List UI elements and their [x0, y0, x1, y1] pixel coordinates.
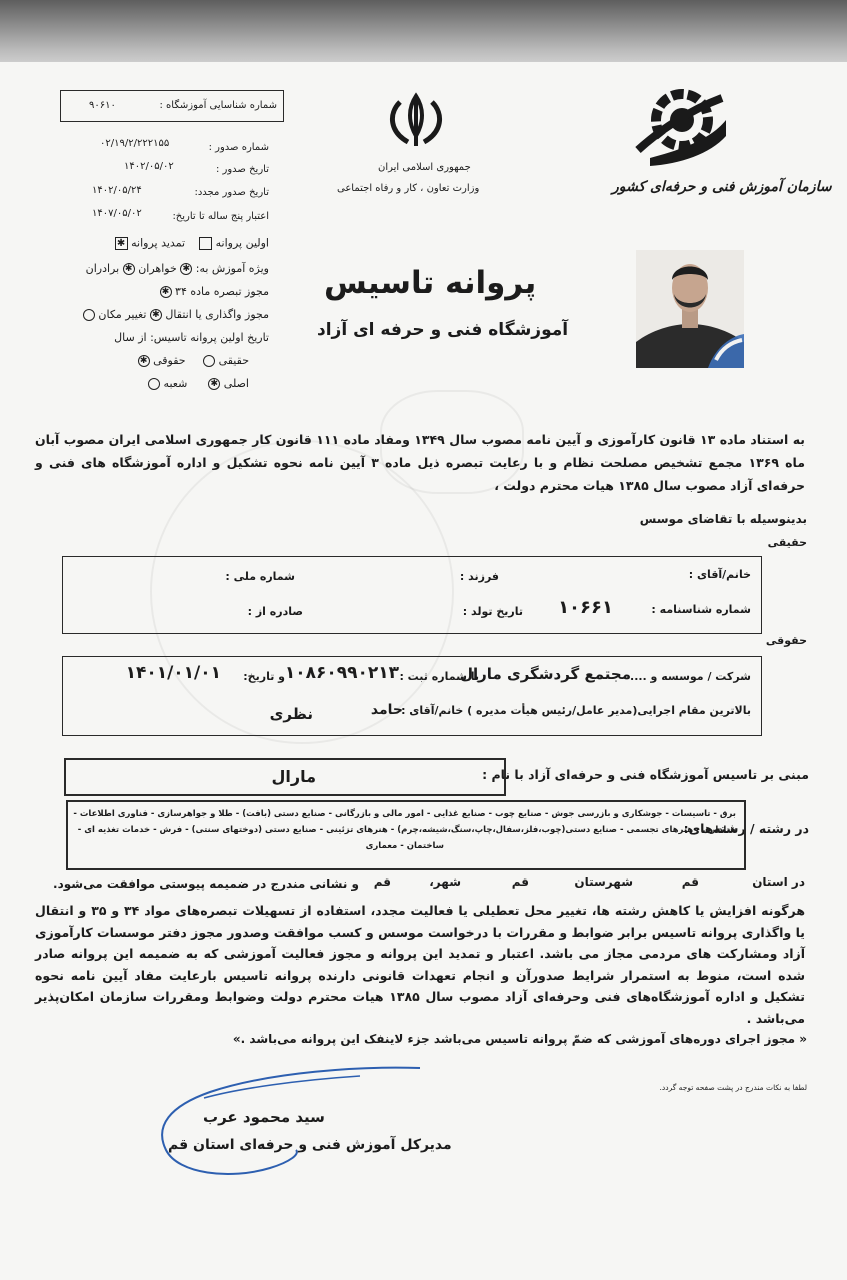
first-date-label: تاریخ اولین پروانه تاسیس: از سال — [114, 331, 269, 344]
issue-date-value: ۱۴۰۲/۰۵/۰۲ — [124, 161, 174, 172]
sisters-radio: ✱ — [180, 263, 192, 275]
real-heading: حقیقی — [767, 536, 807, 549]
issued-from-label: صادره از : — [247, 605, 303, 618]
birth-cert-label: شماره شناسنامه : — [651, 603, 751, 616]
request-line: بدینوسیله با تقاضای موسس — [639, 512, 807, 526]
brothers-radio: ✱ — [123, 263, 135, 275]
county-value: قم — [511, 875, 529, 889]
article34-row — [160, 286, 269, 298]
institute-label: مبنی بر تاسیس آموزشگاه فنی و حرفه‌ای آزاد با نام : — [482, 767, 809, 782]
issue-no-value: ۰۲/۱۹/۲/۲۲۲۱۵۵ — [100, 138, 170, 149]
fields-line-3: ساختمان - معماری — [365, 841, 444, 851]
reg-date-label: و تاریخ: — [243, 670, 285, 683]
reg-label: با شماره ثبت : — [399, 670, 479, 683]
renewal-checkbox: ✱ — [115, 237, 128, 250]
child-of-label: فرزند : — [459, 570, 499, 583]
school-id-box — [60, 90, 284, 122]
signer-name: سید محمود عرب — [203, 1108, 325, 1126]
company-label: شرکت / موسسه و .... — [630, 670, 751, 683]
sisters-label: خواهران — [138, 262, 177, 275]
institute-name: مارال — [271, 767, 316, 786]
entity-type-row — [138, 355, 249, 367]
national-id-label: شماره ملی : — [225, 570, 295, 583]
republic-label: جمهوری اسلامی ایران — [378, 162, 471, 173]
county-label: شهرستان — [574, 875, 633, 889]
company-value: مجتمع گردشگری مارال — [460, 665, 631, 683]
main-radio: ✱ — [208, 378, 220, 390]
gender-row — [86, 263, 269, 275]
legal-person-box — [62, 656, 762, 736]
exec-label: بالاترین مقام اجرایی(مدیر عامل/رئیس هیأت مدیره ) خانم/آقای : — [401, 704, 751, 717]
reissue-date-value: ۱۴۰۲/۰۵/۲۴ — [92, 185, 142, 196]
reissue-date-label: تاریخ صدور مجدد: — [194, 187, 269, 198]
birth-cert-value: ۱۰۶۶۱ — [558, 597, 613, 618]
validity-label: اعتبار پنج ساله تا تاریخ: — [172, 211, 269, 222]
province-label: در استان — [752, 875, 805, 889]
first-license-checkbox — [199, 237, 212, 250]
renewal-label: تمدید پروانه — [131, 236, 186, 250]
relocate-label: تغییر مکان — [98, 308, 147, 321]
institute-name-box — [64, 758, 506, 796]
branch-radio — [148, 378, 160, 390]
reg-value: ۱۰۸۶۰۹۹۰۲۱۳ — [284, 663, 399, 683]
preamble-paragraph: به استناد ماده ۱۳ قانون کارآموزی و آیین نامه مصوب سال ۱۳۴۹ ومفاد ماده ۱۱۱ قانون کار جمهوری اسلامی ایران مصوب آبان ماه ۱۳۶۹ مجمع تشخیص مصلحت نظام و با رعایت تبصره ذیل ماده ۳ آیین نامه نحوه تشکیل و اداره آموزشگاه های فنی و حرفه‌ای آزاد مصوب سال ۱۳۸۵ هیات محترم دولت ، — [35, 432, 805, 493]
tvto-logo-icon — [630, 80, 730, 168]
exec-first-name: حامد — [370, 702, 403, 718]
legal-label: حقوقی — [153, 354, 186, 367]
iran-emblem-icon — [378, 92, 454, 152]
reg-date-value: ۱۴۰۱/۰۱/۰۱ — [125, 663, 221, 683]
issue-date-label: تاریخ صدور : — [215, 164, 269, 175]
ministry-label: وزارت تعاون ، کار و رفاه اجتماعی — [337, 183, 480, 194]
brothers-label: برادران — [85, 262, 120, 275]
transfer-radio: ✱ — [150, 309, 162, 321]
document-title: پروانه تاسیس — [324, 265, 537, 301]
license-type-row — [115, 237, 269, 250]
real-person-box — [62, 556, 762, 634]
real-radio — [203, 355, 215, 367]
relocate-radio — [83, 309, 95, 321]
conditions-paragraph: هرگونه افزایش یا کاهش رشته ها، تغییر محل تعطیلی یا فعالیت مجدد، استفاده از تسهیلات تبصره‌های مواد ۳۴ و ۳۵ و انتقال یا واگذاری پروانه تاسیس برابر ضوابط و مقررات با درخواست موسس و کسب موافقت وصدور مجوز دفتر موسسات کارآموزی آزاد ومشارکت های مردمی مجاز می باشد. اعتبار و تمدید این پروانه و مجوز فعالیت آموزشی که به ضمیمه این پروانه صادر شده است، منوط به استمرار شرایط صدورآن و انجام تعهدات قانونی دارنده پروانه تاسیس بارعایت مفاد آیین نامه نحوه تشکیل و اداره آموزشگاه‌های فنی وحرفه‌ای آزاد مصوب سال ۱۳۸۵ هیات محترم دولت وضوابط ومقررات سازمان امکان‌پذیر می‌باشد . — [35, 903, 805, 1026]
fields-line-2: هتلداری - هنرهای تجسمی - صنایع دستی(چوب،فلز،سفال،چاپ،سنگ،شیشه،چرم) - هنرهای تزئینی - صنایع دستی (دوختهای سنتی) - فرش - خدمات تغذیه ای - — [77, 825, 736, 835]
branch-label: شعبه — [163, 377, 188, 390]
founder-photo — [636, 250, 744, 368]
transfer-row — [83, 309, 269, 321]
attachment-quote: « مجوز اجرای دوره‌های آموزشی که ضمّ پروانه تاسیس می‌باشد جزء لاینفک این پروانه می‌باشد .» — [232, 1032, 807, 1046]
document-subtitle: آموزشگاه فنی و حرفه ای آزاد — [317, 320, 569, 340]
city-value: قم — [373, 875, 391, 889]
org-name: سازمان آموزش فنی و حرفه‌ای کشور — [612, 179, 832, 195]
validity-value: ۱۴۰۷/۰۵/۰۲ — [92, 208, 142, 219]
city-label: شهر، — [429, 875, 461, 889]
fields-box — [66, 800, 746, 870]
exec-last-name: نظری — [269, 705, 313, 723]
main-label: اصلی — [223, 377, 249, 390]
back-page-note: لطفا به نکات مندرج در پشت صفحه توجه گردد. — [659, 1083, 807, 1092]
province-value: قم — [681, 875, 699, 889]
signer-title: مدیرکل آموزش فنی و حرفه‌ای استان قم — [168, 1137, 452, 1153]
special-label: ویژه آموزش به: — [195, 262, 269, 275]
location-rest: و نشانی مندرج در ضمیمه پیوستی موافقت می‌شود. — [53, 877, 359, 891]
main-branch-row — [148, 378, 249, 390]
article34-radio: ✱ — [160, 286, 172, 298]
legal-radio: ✱ — [138, 355, 150, 367]
issue-no-label: شماره صدور : — [208, 142, 269, 153]
legal-heading: حقوقی — [765, 634, 807, 647]
scan-shadow — [0, 0, 847, 70]
article34-label: مجوز تبصره ماده ۳۴ — [175, 285, 269, 298]
mr-mrs-label: خانم/آقای : — [688, 568, 751, 581]
real-label: حقیقی — [218, 354, 249, 367]
fields-label: در رشته / رشته‌های: — [683, 821, 809, 836]
transfer-label: مجوز واگذاری یا انتقال — [165, 308, 269, 321]
school-id-value: ۹۰۶۱۰ — [89, 100, 116, 111]
first-license-label: اولین پروانه — [215, 236, 269, 250]
birth-date-label: تاریخ تولد : — [462, 605, 523, 618]
fields-line-1: برق - تاسیسات - جوشکاری و بازرسی جوش - صنایع چوب - صنایع غذایی - امور مالی و بازرگانی - صنایع دستی (بافت) - طلا و جواهرسازی - فناوری اطلاعات - — [73, 809, 736, 819]
school-id-label: شماره شناسایی آموزشگاه : — [159, 100, 277, 111]
